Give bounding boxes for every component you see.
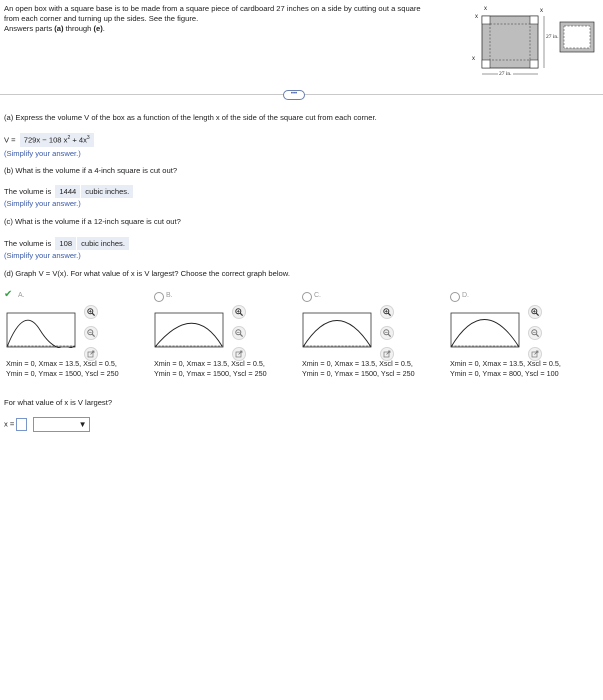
choice-b-letter: B.	[166, 292, 173, 299]
figure-side-label-right: 27 in.	[546, 34, 559, 40]
part-c-hint: (Simplify your answer.)	[4, 251, 81, 260]
problem-line-3	[4, 24, 464, 34]
part-c-value[interactable]: 108	[55, 237, 76, 250]
choice-d-radio[interactable]	[450, 292, 460, 302]
choice-c-window-x: Xmin = 0, Xmax = 13.5, Xscl = 0.5,	[302, 359, 413, 368]
answer-exponent-2: 3	[86, 135, 90, 141]
part-a-question: (a) Express the volume V of the box as a function of the length x of the side of the square cut from each corner.	[4, 113, 377, 122]
choice-b-window	[154, 359, 267, 379]
zoom-out-icon[interactable]	[380, 326, 394, 340]
choice-a-window	[6, 359, 119, 379]
part-e-ref: (e)	[93, 24, 103, 33]
zoom-in-icon[interactable]	[380, 305, 394, 319]
zoom-in-icon[interactable]	[84, 305, 98, 319]
part-b-unit: cubic inches.	[81, 185, 133, 198]
figure-x-label-top: x	[484, 6, 487, 12]
problem-line-2: from each corner and turning up the sides. See the figure.	[4, 14, 199, 23]
choice-c-letter: C.	[314, 292, 321, 299]
answer-term-2: + 4x	[70, 135, 87, 145]
choice-c-graph	[302, 312, 372, 348]
part-d-followup: For what value of x is V largest?	[4, 398, 113, 407]
part-b-prefix: The volume is	[4, 187, 54, 196]
choice-d-window-x: Xmin = 0, Xmax = 13.5, Xscl = 0.5,	[450, 359, 561, 368]
part-c-answer-line	[4, 237, 129, 250]
graph-choices	[4, 289, 603, 392]
part-c-unit: cubic inches.	[77, 237, 129, 250]
part-b-hint: (Simplify your answer.)	[4, 199, 81, 208]
figure-x-label-top-right: x	[540, 8, 543, 14]
problem-line-3-mid: through	[63, 24, 94, 33]
choice-a-letter: A.	[18, 292, 25, 299]
choice-a-window-y: Ymin = 0, Ymax = 1500, Yscl = 250	[6, 369, 119, 378]
part-b-question: (b) What is the volume if a 4-inch square is cut out?	[4, 166, 178, 175]
part-a-answer-line	[4, 133, 94, 147]
figure-x-label-bottom-left: x	[472, 56, 475, 62]
choice-d-window	[450, 359, 561, 379]
choice-b-radio[interactable]	[154, 292, 164, 302]
choice-d-graph	[450, 312, 520, 348]
part-d-question: (d) Graph V = V(x). For what value of x is V largest? Choose the correct graph below.	[4, 269, 290, 278]
x-answer-input[interactable]	[16, 418, 27, 431]
x-prefix: x =	[4, 419, 15, 429]
more-button[interactable]: •••	[283, 90, 305, 100]
problem-line-3-prefix: Answers parts	[4, 24, 55, 33]
choice-c-window	[302, 359, 415, 379]
figure-x-label-left: x	[475, 14, 478, 20]
problem-statement	[4, 4, 464, 34]
choice-d-window-y: Ymin = 0, Ymax = 800, Yscl = 100	[450, 369, 559, 378]
part-c-prefix: The volume is	[4, 239, 54, 248]
choice-c-window-y: Ymin = 0, Ymax = 1500, Yscl = 250	[302, 369, 415, 378]
problem-line-1: An open box with a square base is to be made from a square piece of cardboard 27 inches on a side by cutting out a square	[4, 4, 421, 13]
checkmark-icon: ✔	[4, 289, 13, 300]
part-a-hint: (Simplify your answer.)	[4, 149, 81, 158]
zoom-out-icon[interactable]	[84, 326, 98, 340]
zoom-out-icon[interactable]	[232, 326, 246, 340]
answer-dropdown[interactable]	[33, 417, 90, 432]
problem-line-3-end: .	[102, 24, 105, 33]
part-b-value[interactable]: 1444	[55, 185, 80, 198]
choice-b-window-y: Ymin = 0, Ymax = 1500, Yscl = 250	[154, 369, 267, 378]
choice-c-radio[interactable]	[302, 292, 312, 302]
answer-exponent-1: 2	[67, 135, 71, 141]
volume-function-answer[interactable]	[20, 133, 94, 147]
part-a-ref: (a)	[54, 24, 64, 33]
figure-side-label-bottom: 27 in.	[499, 71, 512, 77]
choice-a-graph	[6, 312, 76, 348]
cardboard-figure	[468, 6, 602, 86]
x-answer-line	[4, 417, 90, 432]
part-c-question: (c) What is the volume if a 12-inch square is cut out?	[4, 217, 181, 226]
zoom-in-icon[interactable]	[232, 305, 246, 319]
dropdown-arrow-icon: ▼	[78, 420, 87, 429]
choice-b-window-x: Xmin = 0, Xmax = 13.5, Xscl = 0.5,	[154, 359, 265, 368]
answer-term-1: 729x − 108 x	[23, 135, 68, 145]
part-b-answer-line	[4, 185, 133, 198]
choice-a-window-x: Xmin = 0, Xmax = 13.5, Xscl = 0.5,	[6, 359, 117, 368]
choice-d-letter: D.	[462, 292, 469, 299]
zoom-in-icon[interactable]	[528, 305, 542, 319]
zoom-out-icon[interactable]	[528, 326, 542, 340]
v-prefix: V =	[4, 135, 18, 145]
choice-b-graph	[154, 312, 224, 348]
